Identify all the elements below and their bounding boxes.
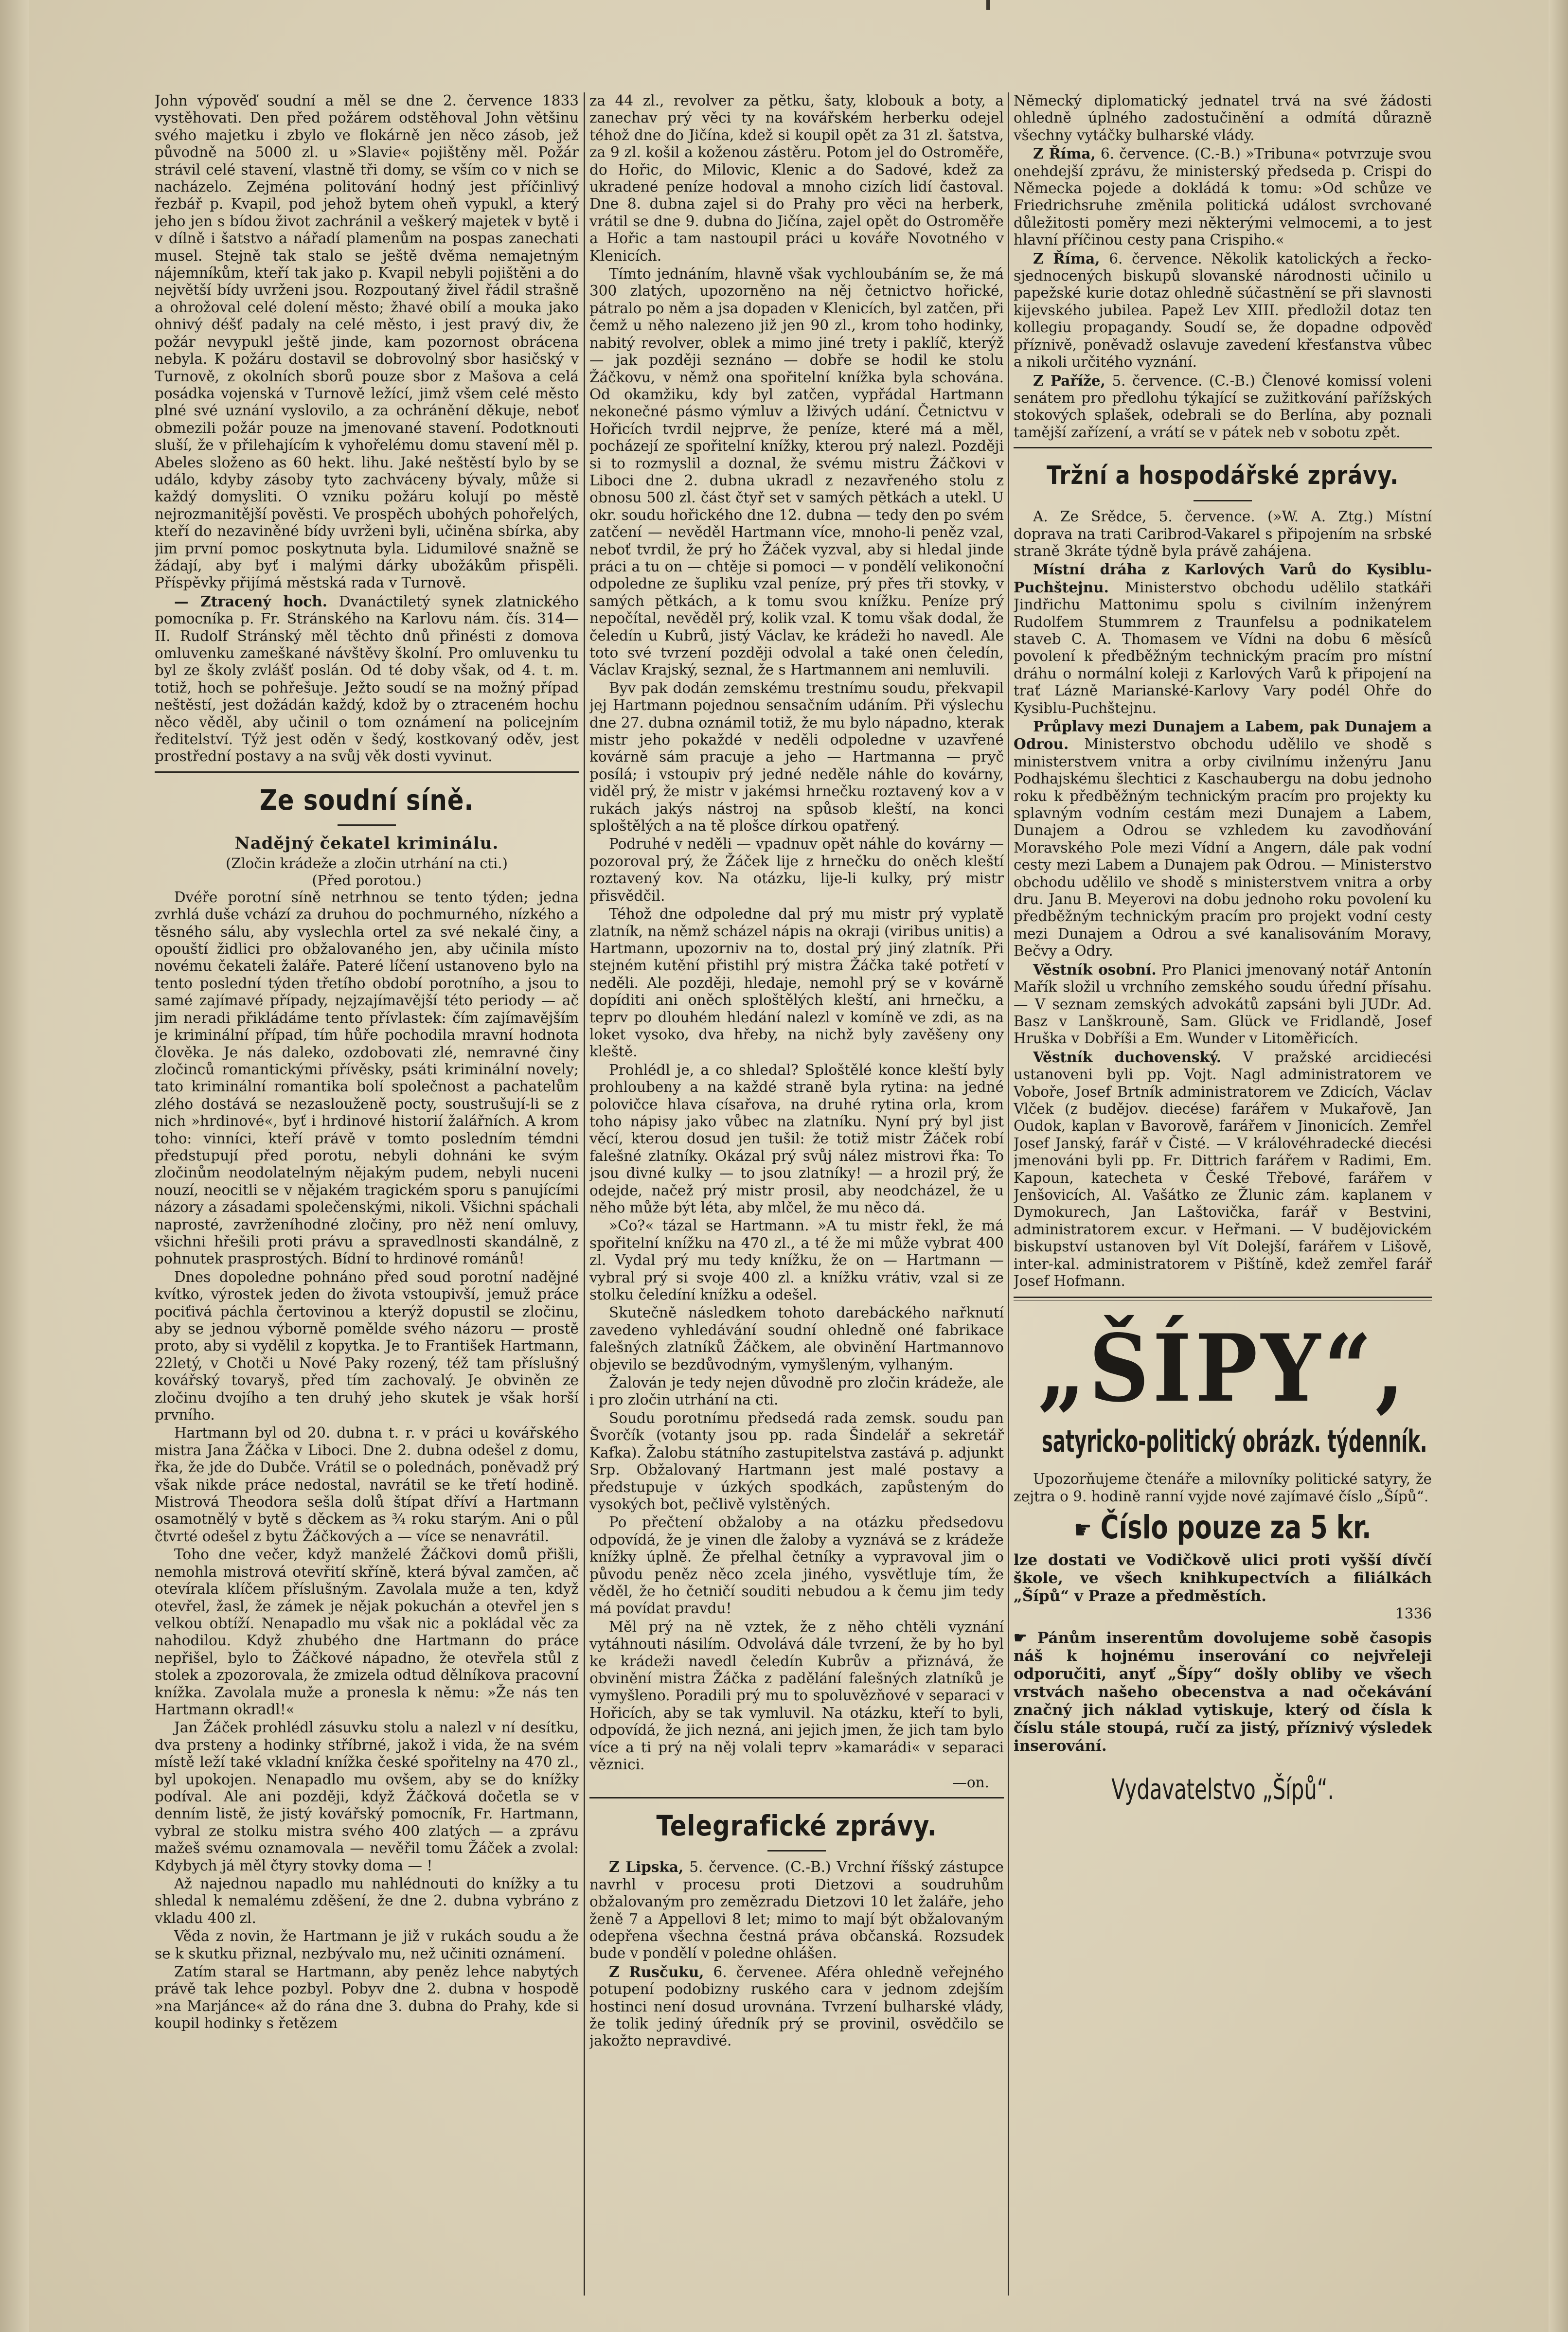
ad-inserent <box>1014 1629 1432 1755</box>
paragraph: Měl prý na ně vztek, že z něho chtěli vyznání vytáhnouti násilím. Odvolává dále tvrzení, že by ho byl ke krádeži navedl čeledín Kubrův a přiznává, že obvinění mistra Žáčka z padělání falešných zlatníků je vymyšleno. Poradili prý mu to spoluvězňové v separaci v Hořicích, aby se tak vymluvil. Na otázku, kteří to byli, odpovídá, že jich nezná, ani jejich jmen, že jich tam bylo více a ti prý na něj volali teprv »kamarádi« v separaci věznici. <box>589 1618 1004 1773</box>
paragraph <box>1014 145 1432 249</box>
divider <box>338 824 396 826</box>
paragraph: Hartmann byl od 20. dubna t. r. v práci u kovářského mistra Jana Žáčka v Liboci. Dne 2. dubna odešel z domu, řka, že jde do Dubče. Vrátil se o polednách, poněvadž prý však nikde práce nedostal, navrátil se ke třetí hodině. Mistrová Theodora sešla dolů štípat dříví a Hartmann osamotnělý v bytě s děckem as ¾ roku starým. Ani o půl čtvrté odešel z bytu Žáčkových a — více se nenavrátil. <box>155 1424 579 1545</box>
paragraph-body: Ministerstvo obchodu udělilo statkáři Jindřichu Mattonimu spolu s civilním inženýrem Rudolfem Stummrem z Traunfelsu a podnikatelem staveb C. A. Thomasem ve Vídni na dobu 6 měsíců povolení k předběžným technickým pracím pro místní dráhu o normální koleji z Karlových Varů k připojení na trať Lázně Marianské-Karlovy Vary podél Ohře do Kysiblu-Puchštejnu. <box>1014 579 1432 716</box>
ad-subtitle: satyricko-politický obrázk. týdenník. <box>1042 1424 1427 1460</box>
pointing-hand-icon: ☛ <box>1074 1515 1092 1545</box>
column-1 <box>155 92 579 2291</box>
paragraph-body: 6. července. Několik katolických a řecko-sjednocených biskupů slovanské národnosti učinilo u papežské kurie dotaz ohledně súčastnění se při slavnosti kijevského jubilea. Papež Lev XIII. předložil dotaz ten kollegiu propagandy. Soudí se, že dopadne odpověď příznivě, poněvadž oslavuje zavedení křesťanstva vůbec a nikoli určitého vyznání. <box>1014 250 1432 371</box>
ad-notice: Upozorňujeme čtenáře a milovníky politické satyry, že zejtra o 9. hodině ranní vyjde nové zajímavé číslo „Šípů“. <box>1014 1471 1432 1505</box>
column-rule <box>584 92 585 2296</box>
ad-price <box>1025 1506 1420 1551</box>
article-signature: —on. <box>952 1774 989 1791</box>
article-title: Nadějný čekatel kriminálu. <box>234 833 499 853</box>
paragraph-body: Dvanáctiletý synek zlatnického pomocníka p. Fr. Stránského na Karlovu nám. čís. 314—II. Rudolf Stránský měl těchto dnů přinésti z domova omluvenku zameškané návštěvy školní. Pro omluvenku tu byl ze školy zvlášť poslán. Od té doby však, od 4. t. m. totiž, hoch se pohřešuje. Ježto soudí se na možný případ neštěstí, jest dožádán každý, kdož by o ztraceném hochu něco věděl, aby učinil o tom oznámení na policejním ředitelství. Týž jest oděn v šedý, kostkovaný oděv, jest prostřední postavy a na svůj věk dosti vyvinut. <box>155 593 579 765</box>
paragraph: Téhož dne odpoledne dal prý mu mistr prý vyplatě zlatník, na němž scházel nápis na okraji (viribus unitis) a Hartmann, upozorniv na to, dostal prý jiný zlatník. Při stejném kutění přistihl prý mistra Žáčka také potřetí v neděli. Ale později, hledaje, nemohl prý se v kovárně dopíditi ani oněch sploštělých kleští, ani hrnečku, a teprv po dlouhém hledání nalezl v komíně ve zdi, as na loket vysoko, dva hřeby, na nichž byly zavěšeny ony kleště. <box>589 906 1004 1060</box>
paragraph: Prohlédl je, a co shledal? Sploštělé konce kleští byly prohloubeny a na každé straně byla rytina: na jedné polovičce hlava císařova, na druhé rytina orla, krom toho nápisy jako vůbec na zlatníku. Nyní prý byl jist věcí, kterou dosud jen tušil: že totiž mistr Žáček robí falešné zlatníky. Okázal prý svůj nález mistrovi řka: To jsou divné kulky — to jsou zlatníky! — a hrozil prý, že odejde, načež prý mistr prosil, aby neodcházel, že u něho může být léta, aby mlčel, že mu něco dá. <box>589 1061 1004 1216</box>
paragraph: Německý diplomatický jednatel trvá na své žádosti ohledně úplného zadostučinění a odmítá důrazně všechny vytáčky bulharské vlády. <box>1014 92 1432 143</box>
paragraph <box>1014 961 1432 1048</box>
ad-inserent-text: Pánům inserentům dovolujeme sobě časopis náš k hojnému inserování co nejvřeleji odporučiti, anyť „Šípy“ došly obliby ve všech vrstvách našeho obecenstva a nad očekávání značný jich náklad vytiskuje, který od čísla k číslu stále stoupá, ručí za jistý, příznivý výsledek inserování. <box>1014 1629 1432 1755</box>
section-title: Ze soudní síně. <box>259 783 474 817</box>
paragraph: Skutečně následkem tohoto darebáckého nařknutí zavedeno vyhledávání soudní ohledně oné fabrikace falešných zlatníků Žáčkem, ale obvinění Hartmannovo objevilo se bezdůvodným, vymyšleným, vylhaným. <box>589 1304 1004 1373</box>
paragraph <box>155 593 579 765</box>
divider <box>767 1850 826 1851</box>
paragraph-body: 5. července. (C.-B.) Vrchní říšský zástupce navrhl v procesu proti Dietzovi a soudruhům obžalovaným pro zemězradu Dietzovi 10 let žaláře, jeho ženě 7 a Appellovi 8 let; mimo to mají být obžalovaným odepřena všechna čestná práva občanská. Rozsudek bude v pondělí v poledne ohlášen. <box>589 1859 1004 1962</box>
divider <box>155 771 579 773</box>
paragraph: Byv pak dodán zemskému trestnímu soudu, překvapil jej Hartmann pojednou sensačním udáním. Při výslechu dne 27. dubna oznámil totiž, že mu bylo nápadno, kterak mistr jeho pokaždé v neděli odpoledne v uzavřené kovárně sám pracuje a jeho — Hartmanna — pryč posílá; i vstoupiv prý jedné neděle náhle do kovárny, viděl prý, že mistr v jakémsi hrnečku roztavený kov a v rukách jakýs nástroj na spůsob kleští, na konci sploštělých a na tě plošce dírkou opatřený. <box>589 679 1004 835</box>
pointing-hand-icon: ☛ <box>1014 1629 1027 1647</box>
paragraph-heading: Místní dráha z Karlových Varů do Kysiblu-Puchštejnu. <box>1014 561 1432 596</box>
paragraph: Podruhé v neděli — vpadnuv opět náhle do kovárny — pozoroval prý, že Žáček lije z hrnečku do oněch kleští roztavený kov. Na otázku, lije-li kulky, prý mistr přisvědčil. <box>589 836 1004 904</box>
section-title: Telegrafické zprávy. <box>656 1809 937 1843</box>
paragraph-heading: Věstník duchovenský. <box>1033 1048 1222 1066</box>
paragraph: Jan Žáček prohlédl zásuvku stolu a nalezl v ní desítku, dva prsteny a hodinky stříbrné, jakož i vida, že na svém místě leží také vkladní knížka české spořitelny na 470 zl., byl upokojen. Nenapadlo mu ovšem, aby se do knížky podíval. Ale ani později, když Žáčková dočetla se v denním listě, že jistý kovářský pomocník, Fr. Hartmann, vybral ze stolku mistra svého 400 zlatých — a zprávu mažeš svému oznamovala — nevěřil tomu Žáček a zvolal: Kdybych já měl čtyry stovky doma — ! <box>155 1719 579 1874</box>
paragraph: Dvéře porotní síně netrhnou se tento týden; jedna zvrhlá duše vchází za druhou do pochmurného, nízkého a těsného sálu, aby vyslechla ortel za své nekalé činy, a opouští židlici pro obžalovaného jen, aby učinila místo novému čekateli žaláře. Pateré líčení ustanoveno bylo na tento poslední týden třetího období porotního, a jsou to samé zajímavé případy, nejzajímavější této periody — ač jim neradi přikládáme tento přívlastek: čím zajímavějším je kriminální případ, tím hůře pochodila mravní hodnota člověka. Je nás daleko, ozdobovati zlé, nemravné činy zločinců romantickými přívěsky, psáti kriminální novely; tato kriminální romantika bolí společnost a pachatelům zlého dostává se nezaslouženě pocty, soustrušují-li se z nich »hrdinové«, byť i hrdinové historií žalářních. A krom toho: vinníci, kteří právě v tomto posledním témdni předstupují před porotu, nebyli dohnáni ke svým zločinům neodolatelným nějakým pudem, nebyli nuceni nouzí, neocitli se v nějakém tragickém sporu s panujícími názory a zásadami společenskými, nikoli. Všichni spáchali naprosté, zavrženíhodné zločiny, pro něž není omluvy, všichni hřešili proti právu a spravedlnosti skandálně, z pohnutek prasprostých. Bídní to hrdinové románů! <box>155 889 579 1267</box>
ad-where: lze dostati ve Vodičkově ulici proti vyšší dívčí škole, ve všech knihkupectvích a filiálkách „Šípů“ v Praze a předměstích. <box>1014 1551 1432 1605</box>
column-2 <box>589 92 1004 2291</box>
paragraph: Toho dne večer, když manželé Žáčkovi domů přišli, nemohla mistrová otevřití skříně, která býval zamčen, ač otevírala klíčem příslušným. Zavolala muže a ten, když otevřel, žasl, že zámek je nějak pokuchán a otevřel jen s velkou obtíží. Nenapadlo mu však nic a pokládal věc za nahodilou. Když zhubého dne Hartmann do práce nepřišel, bylo to Žáčkové nápadno, že otevřela stůl z stolek a zpozorovala, že zmizela odtud dělníkova pracovní knížka. Zavolala muže a pronesla k němu: »Že nás ten Hartmann okradl!« <box>155 1546 579 1718</box>
divider <box>589 1797 1004 1798</box>
paragraph: Zatím staral se Hartmann, aby peněz lehce nabytých právě tak lehce pozbyl. Pobyv dne 2. dubna v hospodě »na Marjánce« až do rána dne 3. dubna do Prahy, kde si koupil hodinky s řetězem <box>155 1963 579 2032</box>
page-edge-right <box>1549 0 1568 2332</box>
paragraph <box>589 1858 1004 1962</box>
paragraph-body: V pražské arcidiecési ustanoveni byli pp. Vojt. Nagl administratorem ve Voboře, Josef Brtník administratorem ve Zdicích, Václav Vlček (z budějov. diecése) farářem v Mukařově, Jan Oudok, kaplan v Bavorově, farářem v Jinonicích. Zemřel Josef Janský, farář v Čisté. — V královéhradecké diecési jmenováni byli pp. Fr. Dittrich farářem v Radimi, Em. Kapoun, katecheta v České Třebové, farářem v Jenšovicích, Al. Vašátko ze Žlunic zám. kaplanem v Dymokurech, Jan Laštovička, farář v Bestvini, administratorem excur. v Heřmani. — V budějovickém biskupství ustanoven byl Vít Dolejší, farářem v Lišově, inter-kal. administratorem v Pištíně, kdež zemřel farář Josef Hofmann. <box>1014 1049 1432 1289</box>
page-edge-left <box>0 0 29 2332</box>
paragraph: A. Ze Srědce, 5. července. (»W. A. Ztg.) Místní doprava na trati Caribrod-Vakarel s připojením na srbské straně 3kráte týdně byla právě zahájena. <box>1014 508 1432 559</box>
paragraph-lead: Z Říma, <box>1033 249 1100 267</box>
paragraph <box>1014 718 1432 960</box>
advertisement-sipy <box>1014 1315 1432 1809</box>
paragraph-lead: — Ztracený hoch. <box>174 592 328 610</box>
paragraph: Žalován je tedy nejen důvodně pro zločin krádeže, ale i pro zločin utrhání na cti. <box>589 1374 1004 1408</box>
paragraph: Po přečtení obžaloby a na otázku předsedovu odpovídá, že je vinen dle žaloby a vyznává se z krádeže knížky úplně. Že přelhal četníky a vypravoval jim o původu peněz něco zcela jiného, vysvětluje tím, že věděl, že ho četničí souditi nebudou a k čemu jim tedy má povídat pravdu! <box>589 1514 1004 1617</box>
paragraph-heading: Průplavy mezi Dunajem a Labem, pak Dunajem a Odrou. <box>1014 718 1432 753</box>
paragraph: za 44 zl., revolver za pětku, šaty, klobouk a boty, a zanechav prý věci ty na kovářském herberku odejel téhož dne do Jičína, kdež si koupil opět za 31 zl. šatstva, za 9 zl. košil a koženou zástěru. Potom jel do Ostroměře, do Hořic, do Milovic, Klenic a do Sadové, kdež za ukradené peníze hodoval a mnoho cizích lidí častoval. Dne 8. dubna zajel si do Prahy pro věci na herberk, vrátil se dne 9. dubna do Jičína, zajel opět do Ostroměře a Hořic a tam nastoupil práci u kováře Novotného v Klenicích. <box>589 92 1004 264</box>
paragraph-body: Ministerstvo obchodu udělilo ve shodě s ministerstvem vnitra a orby civilnímu inženýru Janu Podhajskému šlechtici z Kaschaubergu na dobu jednoho roku k předběžným technickým pracím pro projekty ku splavným vodním cestám mezi Dunajem a Labem, Dunajem a Odrou se vzhledem ku zavodňování Moravského Pole mezi Vídní a Angern, dále pak vodní cesty mezi Labem a Dunajem pak Odrou. — Ministerstvo obchodu udělilo ve shodě s ministerstvem vnitra a orby dru. Janu B. Meyerovi na dobu jednoho roku povolení ku předběžným technickým pracím pro projekt vodní cesty mezi Dunajem a Odrou a své kanalisováním Moravy, Bečvy a Odry. <box>1014 736 1432 960</box>
paragraph <box>1014 561 1432 717</box>
paragraph: Dnes dopoledne pohnáno před soud porotní nadějné kvítko, výrostek jeden do života vstoupivší, jemuž práce pociťivá páchla čertovinou a kterýž dopustil se zločinu, aby se jednou výborně pomělde svého názoru — prostě proto, aby si vydělil z kopytka. Je to František Hartmann, 22letý, v Chotči u Nové Paky rozený, též tam příslušný kovářský tovaryš, před tím zachovalý. Je obviněn ze zločinu dvojího a ten druhý jeho skutek je však horší prvního. <box>155 1268 579 1424</box>
article-subtitle: (Před porotou.) <box>312 872 422 889</box>
divider <box>1194 500 1252 501</box>
paragraph-heading: Věstník osobní. <box>1033 961 1157 978</box>
paragraph: Věda z novin, že Hartmann je již v rukách soudu a že se k skutku přiznal, nezbývalo mu, než učiniti oznámení. <box>155 1928 579 1962</box>
paragraph <box>1014 250 1432 371</box>
paragraph-lead: Z Lipska, <box>609 1858 684 1876</box>
paragraph-lead: Z Rusčuku, <box>609 1963 704 1980</box>
ad-title: „ŠÍPY“, <box>1037 1314 1408 1423</box>
ad-publisher: Vydavatelstvo „Šípů“. <box>1111 1773 1334 1806</box>
paragraph <box>589 1963 1004 2050</box>
ad-code: 1336 <box>1395 1605 1432 1622</box>
divider <box>1014 1297 1432 1300</box>
paragraph-body: Pro Planici jmenovaný notář Antonín Mařík složil u vrchního zemského soudu úřední přísahu. — V seznam zemských advokátů zapsáni byli JUDr. Ad. Basz v Lanškrouně, Sam. Glück ve Fridlandě, Josef Hruška v Dobříši a Em. Wunder v Litoměřicích. <box>1014 961 1432 1047</box>
paragraph-lead: Z Říma, <box>1033 145 1096 162</box>
paragraph: Tímto jednáním, hlavně však vychloubáním se, že má 300 zlatých, upozorněno na něj četnictvo hořické, pátralo po něm a jsa dopaden v Klenicích, byl zatčen, při čemž u něho nalezeno již jen 90 zl., krom toho hodinky, nabitý revolver, oblek a mimo jiné trety i paklíč, kterýž — jak později seznáno — dobře se hodil ke stolu Žáčkovu, v němž ona spořitelní knížka byla schována. Od okamžiku, kdy byl zatčen, vypřádal Hartmann nekonečné pásmo výmluv a lživých udání. Četnictvu v Hořicích tvrdil nejprve, že peníze, které má a měl, pocházejí ze spořitelní knížky, kterou prý nalezl. Později si to rozmyslil a doznal, že svému mistru Žáčkovi v Liboci dne 2. dubna ukradl z nezavřeného stolu z obnosu 500 zl. část čtyř set v samých pětkách a utekl. U okr. soudu hořického dne 12. dubna — tedy den po svém zatčení — nevěděl Hartmann více, mnoho-li peněz vzal, neboť tvrdil, že prý ho Žáček vyzval, aby si hledal jinde práci a tu on — chtěje si pomoci — v pondělí velikonoční odpoledne ze šupliku vzal peníze, prý přes tři stovky, v samých pětkách, a k tomu svou knížku. Peníze prý nepočítal, nevěděl prý, kolik vzal. K tomu však dodal, že čeledín u Kubrů, jistý Václav, ke krádeži ho navedl. Ale toto své tvrzení později odvolal a také onen čeledín, Václav Krajský, seznal, že s Hartmannem ani nemluvili. <box>589 266 1004 678</box>
top-mark <box>986 0 990 10</box>
paragraph: Až najednou napadlo mu nahlédnouti do knížky a tu shledal k nemalému zděšení, že dne 2. dubna vybráno z vkladu 400 zl. <box>155 1875 579 1926</box>
paragraph: John výpověď soudní a měl se dne 2. července 1833 vystěhovati. Den před požárem odstěhoval John většinu svého majetku i zbylo ve flokárně jen něco zásob, jež původně na 5000 zl. u »Slavie« pojištěny měl. Požár strávil celé stavení, vlastně tři domy, se vším co v nich se nacházelo. Zejména politování hodný jest příčinlivý řezbář p. Kvapil, pod jehož bytem oheň vypukl, a který jeho jen s bídou život zachránil a veškerý majetek v bytě i v dílně i šatstvo a nářadí plamenům na pospas zanechati musel. Stejně tak stalo se ještě dvěma nemajetným nájemníkům, kteří tak jako p. Kvapil nebyli pojištěni a do největší bídy uvrženi jsou. Rozpoutaný živel řádil strašně a ohrožoval celé dolení město; žhavé obilí a mouka jako ohnivý déšť padaly na celé město, i jest pravý div, že požár nevypukl ještě jinde, kam pozornost obrácena nebyla. K požáru dostavil se dobrovolný sbor hasičský v Turnově, z okolních sborů pouze sbor z Mašova a celá posádka vojenská v Turnově ležící, jimž všem celé město plné své uznání vyslovilo, a za ochránění děkuje, neboť obmezili požár pouze na jmenované stavení. Podotknouti sluší, že v přilehajícím k vyhořelému domu stavení měl p. Abeles složeno as 60 hekt. lihu. Jaké neštěstí bylo by se událo, kdyby zásoby tyto zachváceny bývaly, může si každý domysliti. O vzniku požáru kolují po městě nejrozmanitější pověsti. Ve prospěch ubohých pohořelých, kteří do nezaviněné bídy uvrženi byli, učiněna sbírka, aby jim první pomoc poskytnuta byla. Lidumilové snažně se žádají, aby byť i malými dárky ubožákům přispěli. Příspěvky přijímá městská rada v Turnově. <box>155 92 579 591</box>
column-3 <box>1014 92 1432 2291</box>
paragraph <box>1014 1049 1432 1290</box>
paragraph-body: 6. července. (C.-B.) »Tribuna« potvrzuje svou onehdejší zprávu, že ministerský předseda p. Crispi do Německa pojede a dokládá k tomu: »Od schůze ve Friedrichsruhe změnila politická událost svrchované důležitosti poměry mezi některými velmocemi, a to jest hlavní příčinou cesty pana Crispiho.« <box>1014 145 1432 249</box>
paragraph: »Co?« tázal se Hartmann. »A tu mistr řekl, že má spořitelní knížku na 470 zl., a té že mi může vybrat 400 zl. Vydal prý mu tedy knížku, že on — Hartmann — vybral prý si svoje 400 zl. a knížku vrátiv, vzal si ze stolku čeledíní knížku a odešel. <box>589 1217 1004 1303</box>
paragraph-body: 6. červenee. Aféra ohledně veřejného potupení podobizny ruského cara v jednom zdejším hostinci není dosud urovnána. Tvrzení bulharské vlády, že tolik jediný úředník prý se provinil, osvědčilo se jakožto nepravdivé. <box>589 1963 1004 2049</box>
paragraph: Soudu porotnímu předsedá rada zemsk. soudu pan Švorčík (votanty jsou pp. rada Šindelář a sekretář Kafka). Žalobu státního zastupitelstva zastává p. adjunkt Srp. Obžalovaný Hartmann jest malé postavy a předstupuje v úzkých spodkách, zapůsteným do vysokých bot, pečlivě vylstěných. <box>589 1409 1004 1513</box>
paragraph <box>1014 372 1432 442</box>
ad-price-text: Číslo pouze za 5 kr. <box>1100 1509 1372 1547</box>
section-title: Tržní a hospodářské zprávy. <box>1046 461 1399 491</box>
paragraph-body: 5. července. (C.-B.) Členové komissí voleni senátem pro předlohu týkající se zužitkování pařížských stokových splašek, odebrali se do Berlína, aby poznali tamější zařízení, a vrátí se v pátek neb v sobotu zpět. <box>1014 372 1432 441</box>
paragraph-lead: Z Paříže, <box>1033 372 1105 389</box>
column-rule <box>1008 92 1009 2296</box>
article-subtitle: (Zločin krádeže a zločin utrhání na cti.) <box>226 854 508 872</box>
divider <box>1014 447 1432 448</box>
